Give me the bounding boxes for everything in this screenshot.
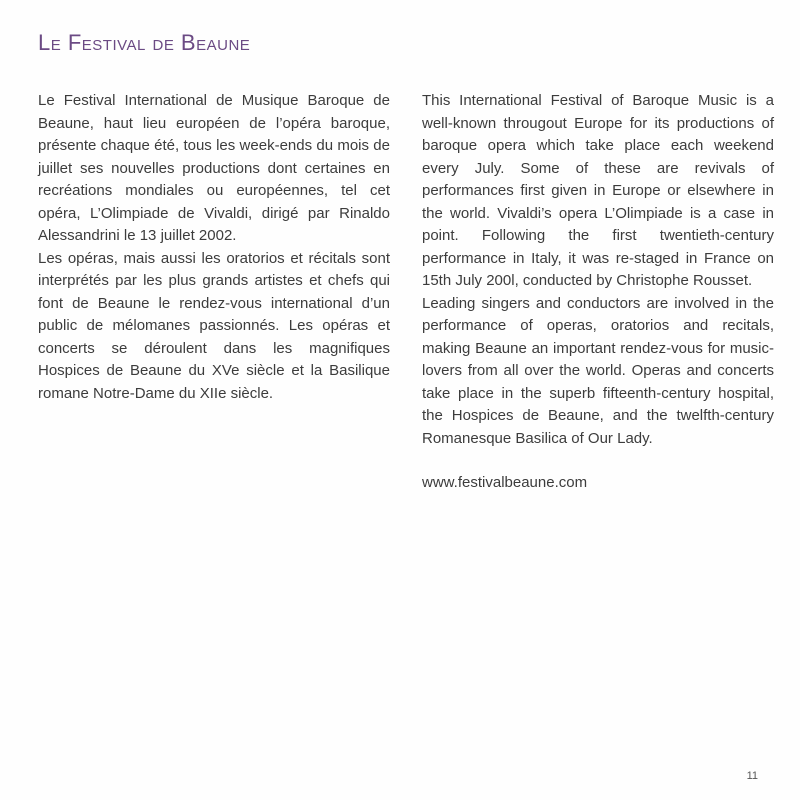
page-title: Le Festival de Beaune xyxy=(38,30,251,55)
page-number: 11 xyxy=(746,770,758,782)
french-column xyxy=(38,90,390,405)
french-paragraph-1: Le Festival International de Musique Baroque de Beaune, haut lieu européen de l’opéra baroque, présente chaque été, tous les week-ends du mois de juillet ses nouvelles productions dont certaines en recréations mondiales ou européennes, tel cet opéra, L’Olimpiade de Vivaldi, dirigé par Rinaldo Alessandrini le 13 juillet 2002. xyxy=(38,92,390,244)
english-paragraph-1: This International Festival of Baroque Music is a well-known througout Europe for its productions of baroque opera which take place each weekend every July. Some of these are revivals of performances first given in Europe or elsewhere in the world. Vivaldi’s opera L’Olimpiade is a case in point. Following the first twentieth-century performance in Italy, it was re-staged in France on 15th July 200l, conducted by Christophe Rousset. xyxy=(422,92,774,289)
festival-website-link[interactable]: www.festivalbeaune.com xyxy=(422,474,588,491)
english-column xyxy=(422,90,774,495)
english-paragraph-2: Leading singers and conductors are involved in the performance of operas, oratorios and recitals, making Beaune an important rendez-vous for music-lovers from all over the world. Operas and concerts take place in the superb fifteenth-century hospital, the Hospices de Beaune, and the twelfth-century Romanesque Basilica of Our Lady. xyxy=(422,294,774,447)
french-paragraph-2: Les opéras, mais aussi les oratorios et récitals sont interprétés par les plus grands artistes et chefs qui font de Beaune le rendez-vous international d’un public de mélomanes passionnés. Les opéras et concerts se déroulent dans les magnifiques Hospices de Beaune du XVe siècle et la Basilique romane Notre-Dame du XIIe siècle. xyxy=(38,249,390,402)
